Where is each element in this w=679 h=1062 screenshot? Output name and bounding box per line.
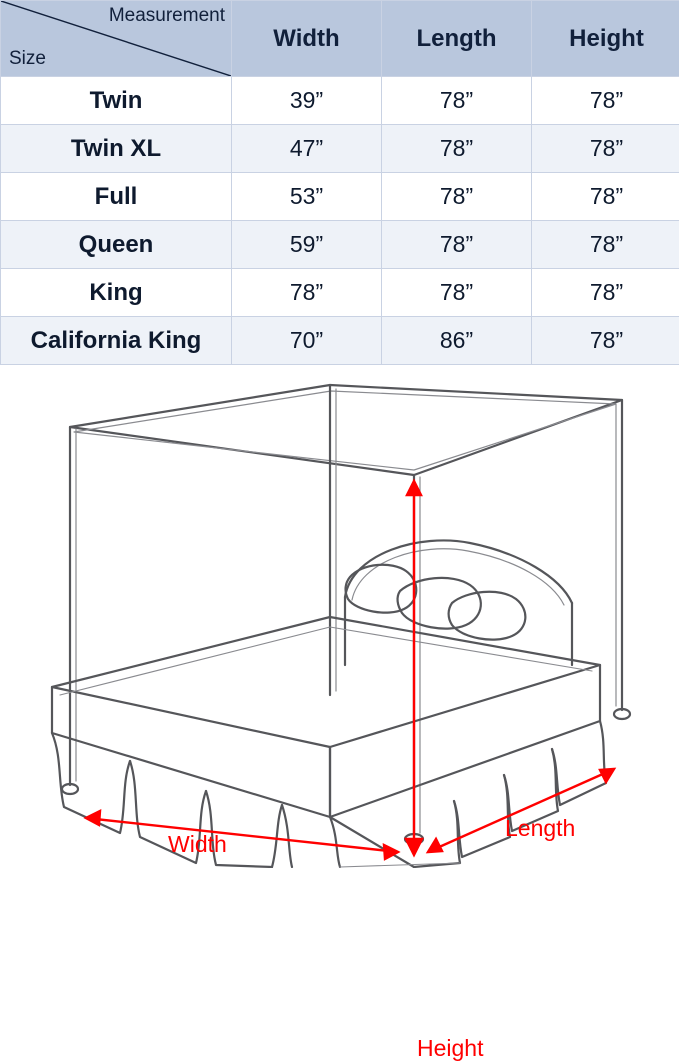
cell-length: 78” [382, 77, 532, 125]
table-row [1, 317, 679, 365]
callout-length: Length [505, 815, 575, 842]
cell-size: Queen [1, 221, 232, 269]
cell-height: 78” [532, 173, 679, 221]
corner-header-cell [1, 1, 232, 77]
table-row [1, 77, 679, 125]
callout-height: Height [417, 1035, 483, 1062]
size-table [0, 0, 679, 365]
cell-size: California King [1, 317, 232, 365]
size-label: Size [9, 48, 46, 70]
cell-size: Full [1, 173, 232, 221]
canopy-bed-diagram [0, 365, 679, 868]
column-header-height: Height [532, 1, 679, 77]
column-header-length: Length [382, 1, 532, 77]
table-row [1, 221, 679, 269]
cell-width: 53” [232, 173, 382, 221]
cell-size: King [1, 269, 232, 317]
measurement-label: Measurement [109, 5, 225, 27]
callout-width: Width [168, 831, 227, 858]
cell-length: 78” [382, 221, 532, 269]
cell-width: 70” [232, 317, 382, 365]
cell-length: 78” [382, 125, 532, 173]
cell-width: 39” [232, 77, 382, 125]
bed-line-drawing-icon [0, 365, 679, 868]
cell-width: 78” [232, 269, 382, 317]
column-header-width: Width [232, 1, 382, 77]
cell-length: 86” [382, 317, 532, 365]
cell-height: 78” [532, 317, 679, 365]
cell-height: 78” [532, 77, 679, 125]
cell-width: 47” [232, 125, 382, 173]
cell-size: Twin XL [1, 125, 232, 173]
cell-width: 59” [232, 221, 382, 269]
cell-height: 78” [532, 269, 679, 317]
table-header-row [1, 1, 679, 77]
cell-height: 78” [532, 221, 679, 269]
table-row [1, 173, 679, 221]
cell-size: Twin [1, 77, 232, 125]
cell-height: 78” [532, 125, 679, 173]
cell-length: 78” [382, 173, 532, 221]
cell-length: 78” [382, 269, 532, 317]
table-row [1, 269, 679, 317]
table-row [1, 125, 679, 173]
